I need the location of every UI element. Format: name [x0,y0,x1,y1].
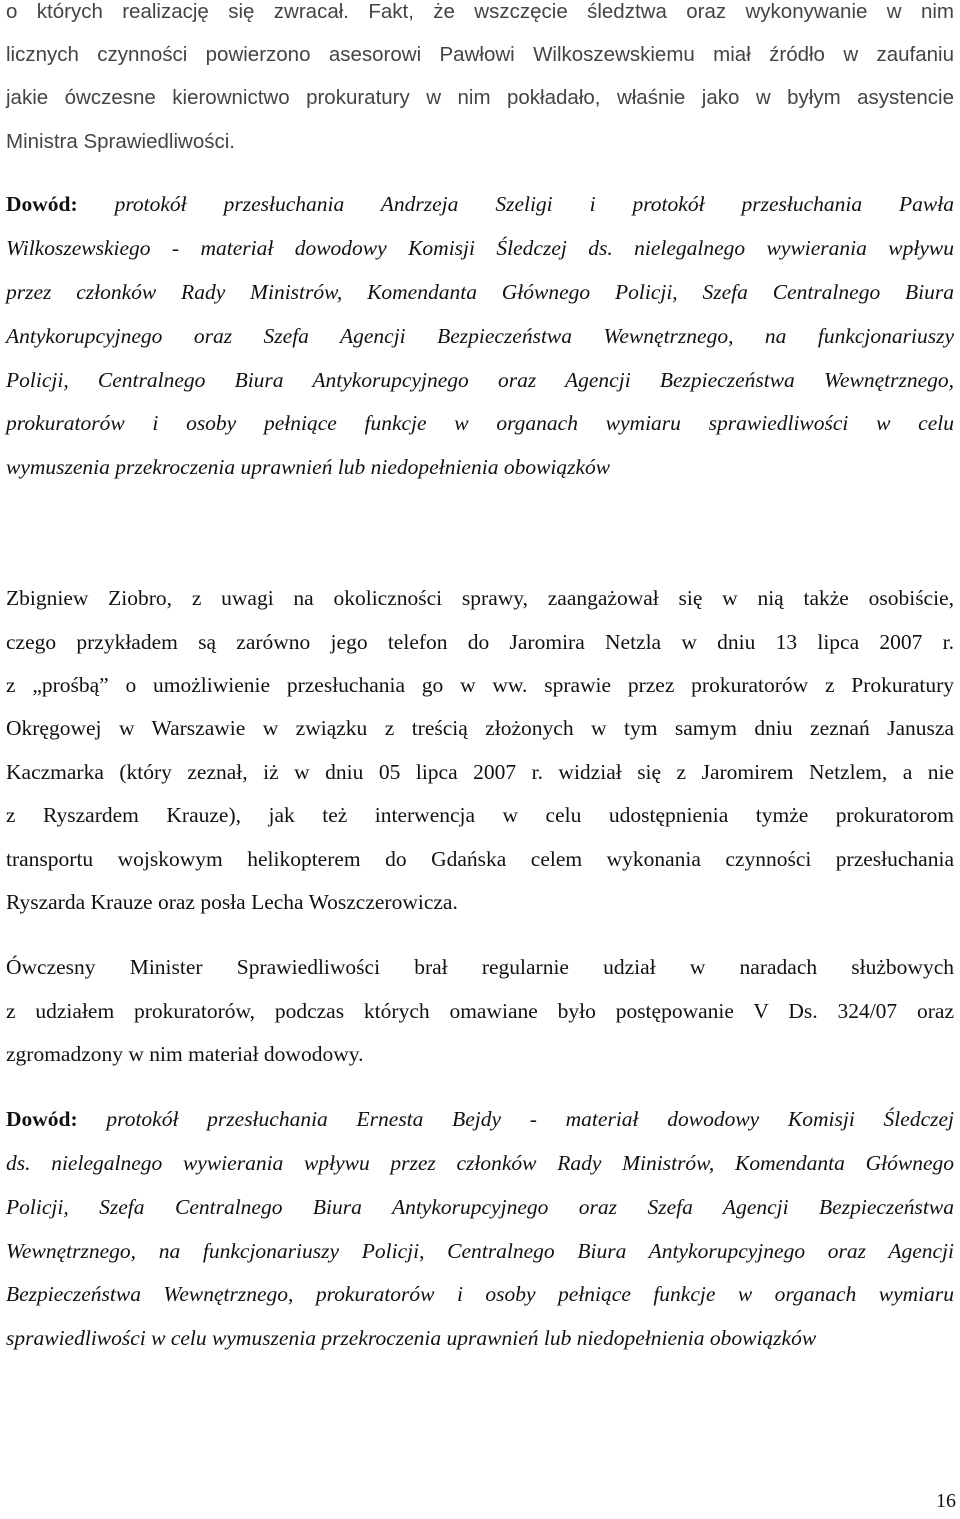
text-line-content: sprawiedliwości w celu wymuszenia przekroczenia uprawnień lub niedopełnienia obowiązków [6,1326,817,1350]
text-line-content: zgromadzony w nim materiał dowodowy. [6,1042,364,1066]
text-line-content: Kaczmarka (który zeznał, iż w dniu 05 lipca 2007 r. widział się z Jaromirem Netzlem, a nie [6,760,954,784]
text-line-content: z Ryszardem Krauze), jak też interwencja w celu udostępnienia tymże prokuratorom [6,803,954,827]
text-line-content: protokół przesłuchania Ernesta Bejdy - materiał dowodowy Komisji Śledczej [77,1107,954,1131]
text-line-content: Ministra Sprawiedliwości. [6,130,235,153]
text-line-content: Okręgowej w Warszawie w związku z treścią złożonych w tym samym dniu zeznań Janusza [6,716,954,740]
text-line-content: Antykorupcyjnego oraz Szefa Agencji Bezpieczeństwa Wewnętrznego, na funkcjonariuszy [6,324,954,348]
text-line [6,280,954,305]
text-line [6,192,954,217]
text-line [6,411,954,436]
text-line-content: Ówczesny Minister Sprawiedliwości brał regularnie udział w naradach służbowych [6,955,954,979]
text-line-content: przez członków Rady Ministrów, Komendanta Głównego Policji, Szefa Centralnego Biura [6,280,954,304]
text-line [6,1326,816,1351]
text-line [6,1042,363,1067]
text-line-content: prokuratorów i osoby pełniące funkcje w organach wymiaru sprawiedliwości w celu [6,411,954,435]
text-line-content: ds. nielegalnego wywierania wpływu przez członków Rady Ministrów, Komendanta Głównego [6,1151,954,1175]
text-line [6,1239,954,1264]
text-line-content: licznych czynności powierzono asesorowi Pawłowi Wilkoszewskiemu miał źródło w zaufaniu [6,43,954,66]
text-line-content: z udziałem prokuratorów, podczas których omawiane było postępowanie V Ds. 324/07 oraz [6,999,954,1023]
text-line [6,716,954,741]
text-line [6,890,458,915]
text-line [6,586,954,611]
text-line [6,130,235,154]
text-line [6,86,954,110]
text-line [6,368,954,393]
text-line [6,803,954,828]
text-line-content: jakie ówczesne kierownictwo prokuratury w nim pokładało, właśnie jako w byłym asystencie [6,86,954,109]
text-line-content: Wewnętrznego, na funkcjonariuszy Policji, Centralnego Biura Antykorupcyjnego oraz Agencji [6,1239,954,1263]
text-line-content: o których realizację się zwracał. Fakt, że wszczęcie śledztwa oraz wykonywanie w nim [6,0,954,23]
evidence-label: Dowód: [6,192,78,216]
text-line-content: Bezpieczeństwa Wewnętrznego, prokuratorów i osoby pełniące funkcje w organach wymiaru [6,1282,954,1306]
text-line-content: Ryszarda Krauze oraz posła Lecha Woszczerowicza. [6,890,458,914]
text-line [6,43,954,67]
text-line [6,1195,954,1220]
text-line-content: Policji, Szefa Centralnego Biura Antykorupcyjnego oraz Szefa Agencji Bezpieczeństwa [6,1195,954,1219]
evidence-label: Dowód: [6,1107,78,1131]
text-line-content: wymuszenia przekroczenia uprawnień lub niedopełnienia obowiązków [6,455,611,479]
text-line [6,324,954,349]
text-line [6,760,954,785]
text-line [6,955,954,980]
text-line [6,630,954,655]
text-line [6,455,610,480]
text-line-content: z „prośbą” o umożliwienie przesłuchania go w ww. sprawie przez prokuratorów z Prokuratury [6,673,954,697]
text-line-content: protokół przesłuchania Andrzeja Szeligi i protokół przesłuchania Pawła [77,192,954,216]
text-line [6,673,954,698]
text-line [6,236,954,261]
text-line [6,1107,954,1132]
text-line-content: transportu wojskowym helikopterem do Gdańska celem wykonania czynności przesłuchania [6,847,954,871]
text-line-content: Policji, Centralnego Biura Antykorupcyjnego oraz Agencji Bezpieczeństwa Wewnętrznego, [6,368,954,392]
text-line-content: Zbigniew Ziobro, z uwagi na okoliczności sprawy, zaangażował się w nią także osobiście, [6,586,954,610]
text-line [6,1282,954,1307]
page-number: 16 [936,1490,956,1512]
text-line [6,0,954,24]
text-line [6,1151,954,1176]
text-line [6,999,954,1024]
text-line-content: czego przykładem są zarówno jego telefon do Jaromira Netzla w dniu 13 lipca 2007 r. [6,630,954,654]
text-line-content: Wilkoszewskiego - materiał dowodowy Komisji Śledczej ds. nielegalnego wywierania wpływu [6,236,954,260]
text-line [6,847,954,872]
